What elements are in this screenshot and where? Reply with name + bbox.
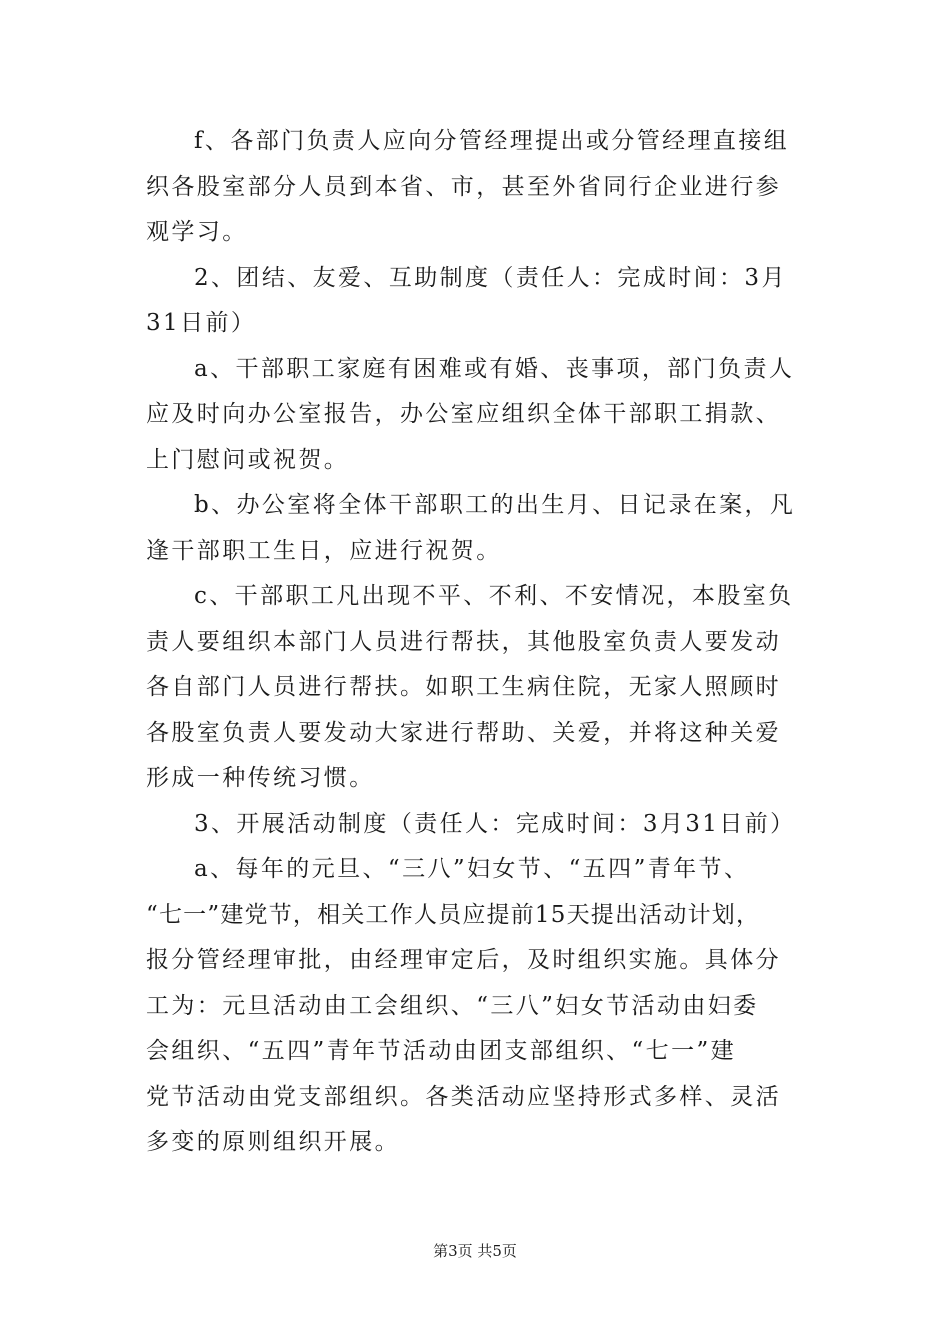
paragraph-3a-line-5: 会组织、“五四”青年节活动由团支部组织、“七一”建 (146, 1038, 737, 1064)
paragraph-f-line-2: 织各股室部分人员到本省、市，甚至外省同行企业进行参 (146, 173, 781, 200)
paragraph-c-line-1: c、干部职工凡出现不平、不利、不安情况，本股室负 (194, 583, 794, 609)
paragraph-c-line-4: 各股室负责人要发动大家进行帮助、关爱，并将这种关爱 (146, 719, 781, 746)
paragraph-c-line-3: 各自部门人员进行帮扶。如职工生病住院，无家人照顾时 (146, 674, 781, 700)
paragraph-3a-line-3: 报分管经理审批，由经理审定后，及时组织实施。具体分 (146, 947, 781, 973)
paragraph-f-line-1: f、各部门负责人应向分管经理提出或分管经理直接组 (194, 128, 790, 154)
paragraph-3a-line-4: 工为：元旦活动由工会组织、“三八”妇女节活动由妇委 (146, 992, 759, 1019)
paragraph-3a-line-2: “七一”建党节，相关工作人员应提前15天提出活动计划， (146, 901, 761, 928)
page-number-footer: 第3页 共5页 (433, 1242, 517, 1260)
paragraph-c-line-5: 形成一种传统习惯。 (146, 765, 375, 791)
paragraph-3a-line-7: 多变的原则组织开展。 (146, 1129, 400, 1155)
paragraph-f-line-3: 观学习。 (146, 219, 248, 245)
paragraph-a-line-3: 上门慰问或祝贺。 (146, 446, 350, 473)
section-2-heading-line-2: 31日前） (146, 310, 257, 336)
paragraph-3a-line-6: 党节活动由党支部组织。各类活动应坚持形式多样、灵活 (146, 1083, 781, 1110)
paragraph-a-line-1: a、干部职工家庭有困难或有婚、丧事项，部门负责人 (194, 355, 795, 382)
paragraph-c-line-2: 责人要组织本部门人员进行帮扶，其他股室负责人要发动 (146, 628, 781, 655)
section-2-heading-line-1: 2、团结、友爱、互助制度（责任人：完成时间：3月 (194, 264, 787, 291)
section-3-heading: 3、开展活动制度（责任人：完成时间：3月31日前） (194, 810, 796, 837)
paragraph-b-line-2: 逢干部职工生日，应进行祝贺。 (146, 537, 502, 564)
paragraph-3a-line-1: a、每年的元旦、“三八”妇女节、“五四”青年节、 (194, 856, 750, 882)
paragraph-b-line-1: b、办公室将全体干部职工的出生月、日记录在案，凡 (194, 492, 796, 518)
paragraph-a-line-2: 应及时向办公室报告，办公室应组织全体干部职工捐款、 (146, 401, 781, 427)
document-body (146, 119, 812, 1166)
